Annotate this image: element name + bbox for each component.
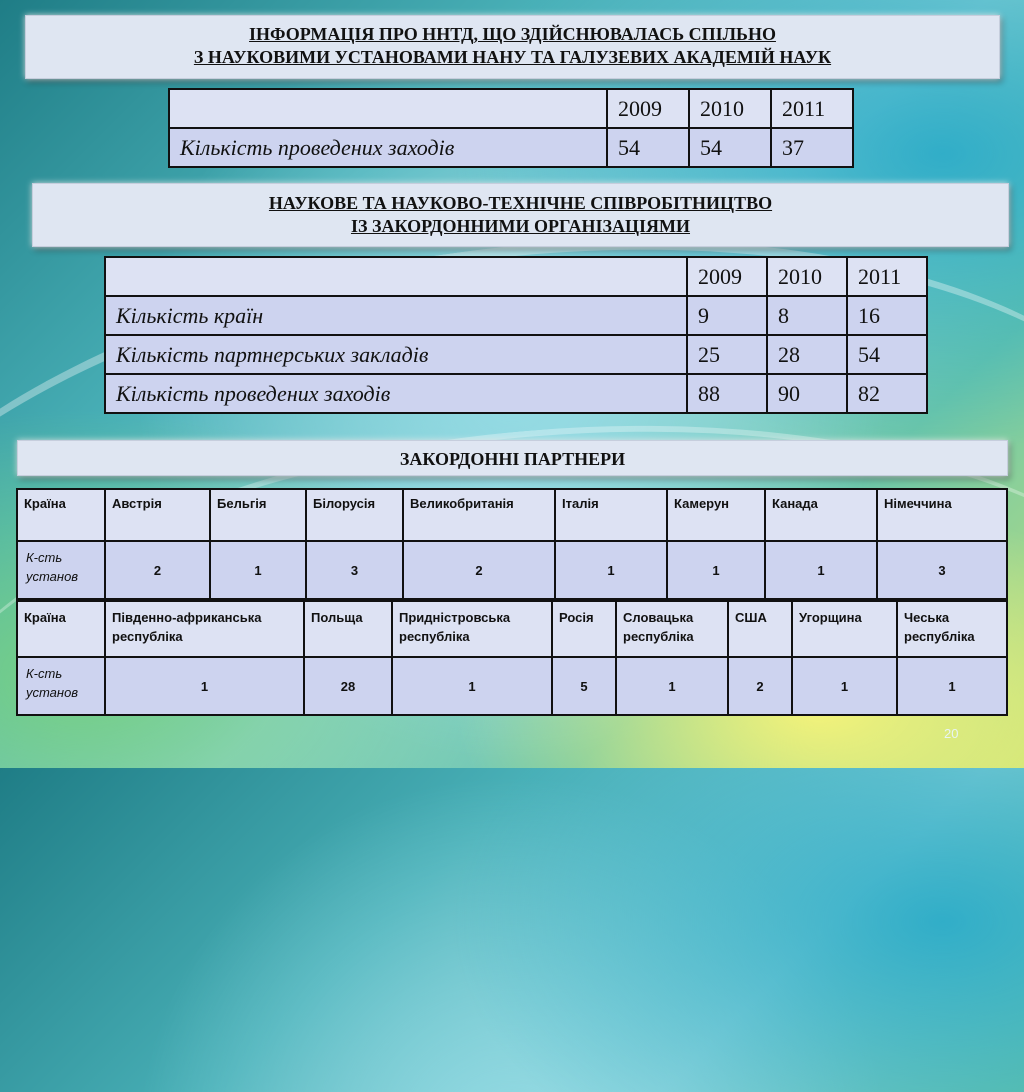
section-header-international xyxy=(32,183,1009,247)
row-label: Кількість країн xyxy=(105,296,687,335)
country-cell: Німеччина xyxy=(877,489,1007,541)
year-cell: 2009 xyxy=(607,89,689,128)
row-header: Країна xyxy=(17,601,105,657)
country-cell: Словацька республіка xyxy=(616,601,728,657)
table-header-row xyxy=(17,601,1007,657)
table-row xyxy=(105,335,927,374)
value-cell: 54 xyxy=(607,128,689,167)
table-header-row xyxy=(105,257,927,296)
country-cell: Придністровська республіка xyxy=(392,601,552,657)
count-cell: 1 xyxy=(616,657,728,715)
table-row xyxy=(105,296,927,335)
value-cell: 82 xyxy=(847,374,927,413)
year-cell: 2011 xyxy=(847,257,927,296)
value-cell: 37 xyxy=(771,128,853,167)
year-cell: 2010 xyxy=(689,89,771,128)
value-cell: 8 xyxy=(767,296,847,335)
empty-header-cell xyxy=(169,89,607,128)
partners-table-2 xyxy=(16,600,1008,716)
partners-table-1 xyxy=(16,488,1008,600)
header-line: НАУКОВЕ ТА НАУКОВО-ТЕХНІЧНЕ СПІВРОБІТНИЦТВО xyxy=(268,193,773,213)
country-cell: США xyxy=(728,601,792,657)
value-cell: 90 xyxy=(767,374,847,413)
value-cell: 25 xyxy=(687,335,767,374)
row-label: Кількість проведених заходів xyxy=(105,374,687,413)
year-cell: 2011 xyxy=(771,89,853,128)
count-label-line: К-сть xyxy=(26,550,63,565)
value-cell: 9 xyxy=(687,296,767,335)
row-label: Кількість партнерських закладів xyxy=(105,335,687,374)
header-line: ІЗ ЗАКОРДОННИМИ ОРГАНІЗАЦІЯМИ xyxy=(350,216,691,236)
page-number: 20 xyxy=(944,726,959,741)
count-cell: 1 xyxy=(897,657,1007,715)
table-row xyxy=(17,541,1007,599)
country-cell: Чеська республіка xyxy=(897,601,1007,657)
international-cooperation-table xyxy=(104,256,928,414)
value-cell: 16 xyxy=(847,296,927,335)
count-label xyxy=(17,541,105,599)
count-cell: 2 xyxy=(105,541,210,599)
count-cell: 1 xyxy=(765,541,877,599)
count-label-line: установ xyxy=(26,569,79,584)
country-cell: Білорусія xyxy=(306,489,403,541)
row-label: Кількість проведених заходів xyxy=(169,128,607,167)
count-cell: 1 xyxy=(392,657,552,715)
year-cell: 2009 xyxy=(687,257,767,296)
country-cell: Австрія xyxy=(105,489,210,541)
country-cell: Камерун xyxy=(667,489,765,541)
count-label xyxy=(17,657,105,715)
country-cell: Росія xyxy=(552,601,616,657)
row-header: Країна xyxy=(17,489,105,541)
count-cell: 28 xyxy=(304,657,392,715)
header-line: ІНФОРМАЦІЯ ПРО ННТД, ЩО ЗДІЙСНЮВАЛАСЬ СПІЛЬНО xyxy=(249,24,776,44)
table-row xyxy=(105,374,927,413)
count-cell: 1 xyxy=(667,541,765,599)
count-cell: 5 xyxy=(552,657,616,715)
value-cell: 28 xyxy=(767,335,847,374)
count-cell: 3 xyxy=(306,541,403,599)
count-cell: 1 xyxy=(210,541,306,599)
count-cell: 1 xyxy=(792,657,897,715)
country-cell: Великобританія xyxy=(403,489,555,541)
section-header-joint-research xyxy=(25,15,1000,79)
country-cell: Південно-африканська республіка xyxy=(105,601,304,657)
country-cell: Польща xyxy=(304,601,392,657)
table-row xyxy=(169,128,853,167)
header-title: ЗАКОРДОННІ ПАРТНЕРИ xyxy=(399,449,626,469)
year-cell: 2010 xyxy=(767,257,847,296)
value-cell: 54 xyxy=(847,335,927,374)
count-cell: 2 xyxy=(728,657,792,715)
count-cell: 1 xyxy=(105,657,304,715)
count-cell: 3 xyxy=(877,541,1007,599)
count-label-line: К-сть xyxy=(26,666,63,681)
count-cell: 2 xyxy=(403,541,555,599)
value-cell: 54 xyxy=(689,128,771,167)
joint-events-table xyxy=(168,88,854,168)
country-cell: Канада xyxy=(765,489,877,541)
table-row xyxy=(17,657,1007,715)
empty-header-cell xyxy=(105,257,687,296)
count-cell: 1 xyxy=(555,541,667,599)
country-cell: Бельгія xyxy=(210,489,306,541)
section-header-foreign-partners xyxy=(17,440,1008,476)
header-line: З НАУКОВИМИ УСТАНОВАМИ НАНУ ТА ГАЛУЗЕВИХ АКАДЕМІЙ НАУК xyxy=(193,47,832,67)
table-header-row xyxy=(17,489,1007,541)
country-cell: Угорщина xyxy=(792,601,897,657)
value-cell: 88 xyxy=(687,374,767,413)
country-cell: Італія xyxy=(555,489,667,541)
background-swoosh xyxy=(0,375,1024,1092)
table-header-row xyxy=(169,89,853,128)
count-label-line: установ xyxy=(26,685,79,700)
